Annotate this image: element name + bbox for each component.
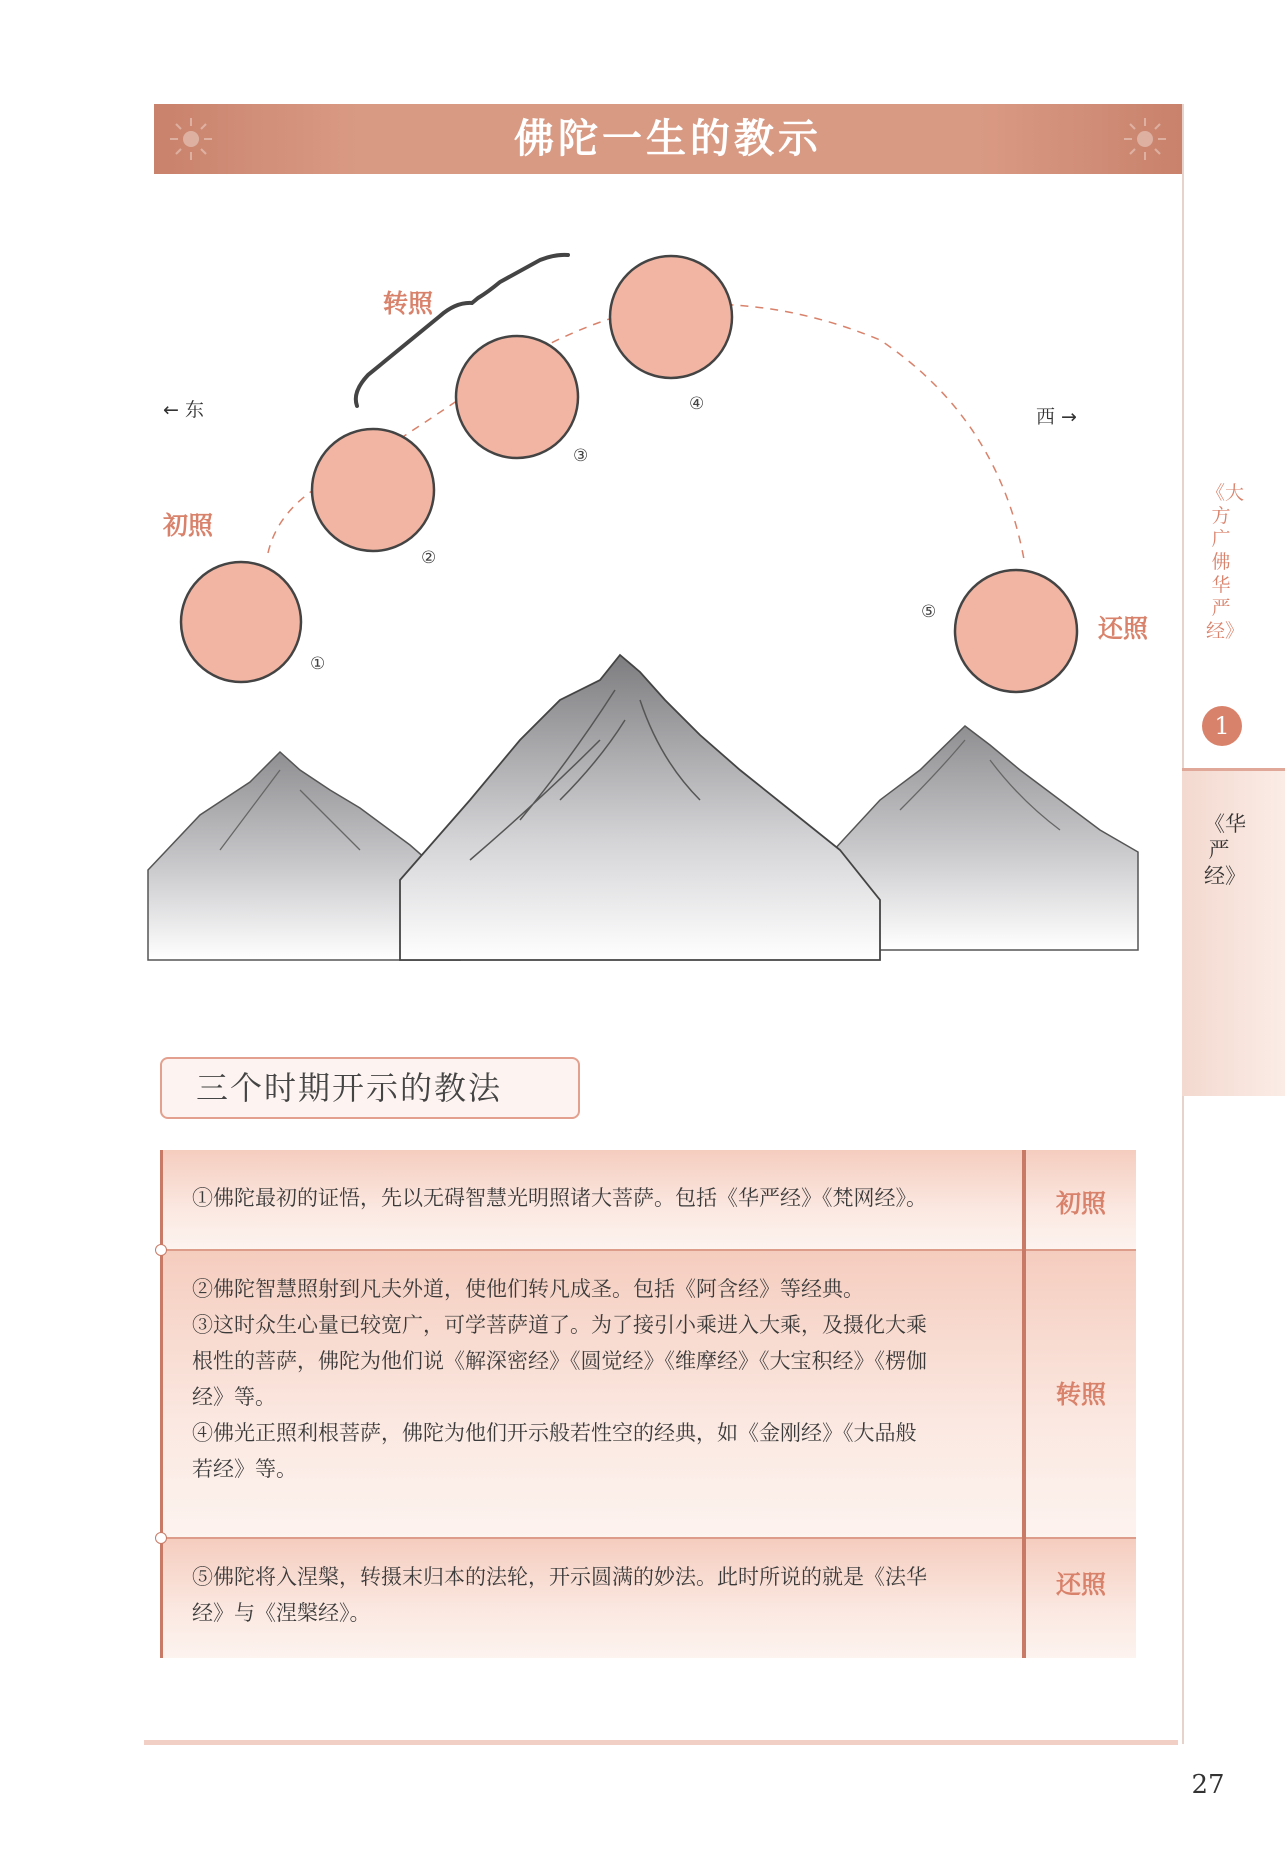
sun-number-3: ③ <box>573 446 589 466</box>
direction-west: 西 → <box>1036 406 1077 428</box>
row-label-zhuanzhao: 转照 <box>1055 1380 1106 1409</box>
sun-number-4: ④ <box>689 394 705 414</box>
row-text <box>192 1180 982 1216</box>
table-row <box>160 1539 1136 1658</box>
sun-5 <box>955 570 1077 692</box>
row-line: 经》等。 <box>192 1385 276 1409</box>
row-text <box>192 1271 982 1487</box>
sun-1 <box>181 562 301 682</box>
row-line: ⑤佛陀将入涅槃，转摄末归本的法轮，开示圆满的妙法。此时所说的就是《法华 <box>192 1565 927 1589</box>
sun-number-1: ① <box>310 654 326 674</box>
row-label-huanzhao: 还照 <box>1055 1570 1106 1599</box>
row-line: ②佛陀智慧照射到凡夫外道，使他们转凡成圣。包括《阿含经》等经典。 <box>192 1277 864 1301</box>
row-label-chuzhao: 初照 <box>1055 1189 1106 1218</box>
label-chuzhao: 初照 <box>163 511 214 540</box>
divider-dot <box>155 1244 167 1256</box>
row-line: ④佛光正照利根菩萨，佛陀为他们开示般若性空的经典，如《金刚经》《大品般 <box>192 1421 917 1445</box>
page-number: 27 <box>1191 1770 1225 1800</box>
chapter-number-badge: 1 <box>1202 706 1242 746</box>
page-title: 佛陀一生的教示 <box>514 116 822 162</box>
sun-number-2: ② <box>421 548 437 568</box>
section-title: 三个时期开示的教法 <box>196 1069 503 1107</box>
table-left-bar <box>160 1150 163 1658</box>
row-line: 若经》等。 <box>192 1457 297 1481</box>
row-line: ①佛陀最初的证悟，先以无碍智慧光明照诸大菩萨。包括《华严经》《梵网经》。 <box>192 1186 927 1210</box>
divider-dot <box>155 1532 167 1544</box>
row-line: ③这时众生心量已较宽广，可学菩萨道了。为了接引小乘进入大乘，及摄化大乘 <box>192 1313 927 1337</box>
label-zhuanzhao: 转照 <box>383 289 434 318</box>
sun-4 <box>610 256 732 378</box>
side-chapter-title: 《华严经》 <box>1204 812 1246 888</box>
label-huanzhao: 还照 <box>1098 614 1149 643</box>
direction-east: ← 东 <box>163 399 204 421</box>
footer-rule <box>144 1740 1178 1745</box>
table-column-divider <box>1022 1150 1026 1658</box>
sun-3 <box>456 336 578 458</box>
side-book-tab <box>1182 470 1285 770</box>
mountains <box>148 655 1138 960</box>
side-chapter-tab <box>1182 768 1285 1096</box>
row-text <box>192 1559 982 1631</box>
teachings-table <box>160 1150 1136 1658</box>
table-row <box>160 1150 1136 1249</box>
sun-2 <box>312 429 434 551</box>
side-book-title: 《大方广佛华严经》 <box>1206 482 1245 642</box>
row-line: 根性的菩萨，佛陀为他们说《解深密经》《圆觉经》《维摩经》《大宝积经》《楞伽 <box>192 1349 927 1373</box>
table-row <box>160 1251 1136 1537</box>
section-heading <box>160 1057 580 1119</box>
sun-number-5: ⑤ <box>921 602 937 622</box>
row-line: 经》与《涅槃经》。 <box>192 1601 371 1625</box>
